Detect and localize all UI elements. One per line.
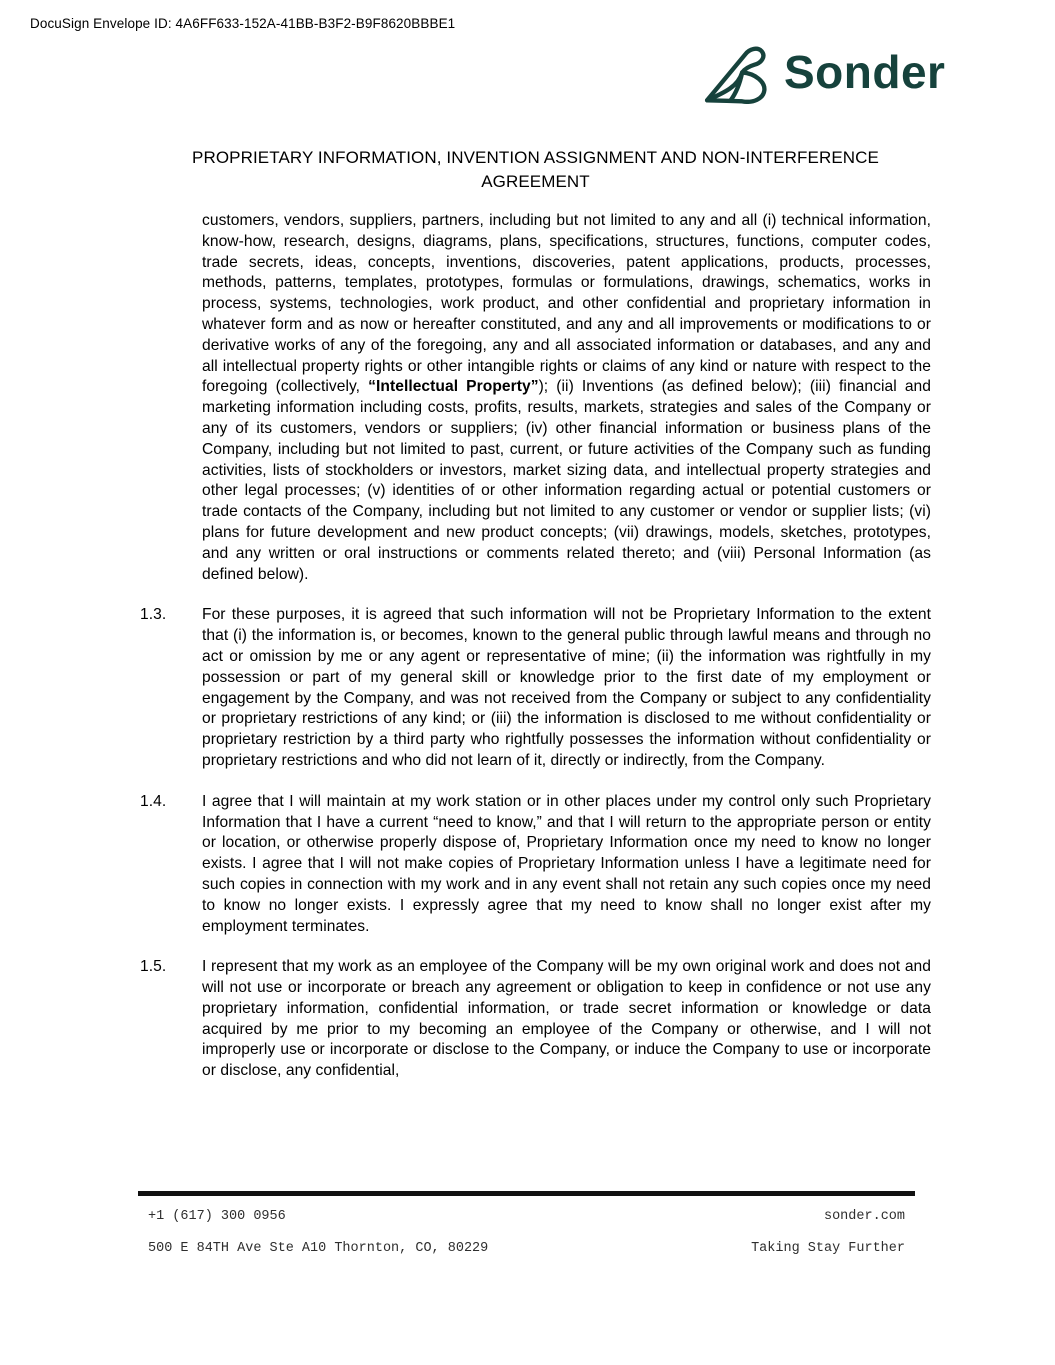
paragraph-number: 1.3. xyxy=(140,606,167,624)
footer-tagline: Taking Stay Further xyxy=(751,1240,905,1256)
paragraph-1-4 xyxy=(140,792,931,938)
paragraph-text: For these purposes, it is agreed that such information will not be Proprietary Information to the extent that (i) the information is, or becomes, known to the general public through lawful means and through no act or omission by me or any agent or representative of mine; (ii) the information was rightfully in my possession or part of my general skill or knowledge prior to the first date of my employment or engagement by the Company, and was not received from the Company or subject to any confidentiality or proprietary restrictions of any kind; or (iii) the information is disclosed to me without confidentiality or proprietary restriction by a third party who rightfully possesses the information without confidentiality or proprietary restrictions and who did not learn of it, directly or indirectly, from the Company. xyxy=(202,606,931,769)
paragraph-1-3 xyxy=(140,605,931,771)
footer-divider xyxy=(138,1191,915,1196)
footer-row-2 xyxy=(138,1241,915,1256)
paragraph-text: I represent that my work as an employee of the Company will be my own original work and does not and will not use or incorporate or breach any agreement or obligation to keep in confidence or not use any proprietary information, confidential information, or trade secret information or knowledge or data acquired by me prior to my becoming an employee of the Company or otherwise, and I will not improperly use or incorporate or disclose to the Company, or induce the Company to use or incorporate or disclose, any confidential, xyxy=(202,958,931,1080)
document-title-line1: PROPRIETARY INFORMATION, INVENTION ASSIGNMENT AND NON-INTERFERENCE xyxy=(192,148,879,167)
footer-row-1 xyxy=(138,1209,915,1224)
paragraph-bold-term: “Intellectual Property” xyxy=(368,378,539,396)
document-title xyxy=(140,146,931,193)
paragraph-1-5 xyxy=(140,957,931,1082)
paragraph-continuation xyxy=(140,211,931,585)
sonder-wordmark: Sonder xyxy=(784,46,946,98)
paragraph-text: ); (ii) Inventions (as defined below); (iii) financial and marketing information including costs, profits, results, markets, strategies and sales of the Company or any of its customers, vendors or suppliers; (iv) other financial information or business plans of the Company, including but not limited to past, current, or future activities of the Company such as funding activities, lists of stockholders or investors, market sizing data, and intellectual property strategies and other legal processes; (v) identities of or other information regarding actual or potential customers or trade contacts of the Company, including but not limited to any customer or vendor or supplier lists; (vi) plans for future development and new product concepts; (vii) drawings, models, sketches, prototypes, and any written or oral instructions or comments related thereto; and (viii) Personal Information (as defined below). xyxy=(202,378,931,583)
footer-address: 500 E 84TH Ave Ste A10 Thornton, CO, 80229 xyxy=(148,1240,489,1256)
footer xyxy=(138,1191,915,1256)
paragraph-text: customers, vendors, suppliers, partners, including but not limited to any and all (i) technical information, know-how, research, designs, diagrams, plans, specifications, structures, functions, computer codes, trade secrets, ideas, concepts, inventions, discoveries, patent applications, products, processes, methods, patterns, templates, prototypes, formulas or formulations, drawings, schematics, works in process, systems, technologies, work product, and other confidential and proprietary information in whatever form and as now or hereafter constituted, and any and all improvements or modifications to or derivative works of any of the foregoing, any and all associated information or databases, and any and all intellectual property rights or other intangible rights or claims of any kind or nature with respect to the foregoing (collectively, xyxy=(202,212,931,396)
docusign-envelope-id: DocuSign Envelope ID: 4A6FF633-152A-41BB-B3F2-B9F8620BBBE1 xyxy=(30,16,456,31)
footer-phone: +1 (617) 300 0956 xyxy=(148,1208,286,1224)
paragraph-number: 1.5. xyxy=(140,958,167,976)
footer-website: sonder.com xyxy=(823,1208,905,1224)
document-title-line2: AGREEMENT xyxy=(481,171,590,191)
sonder-bird-icon xyxy=(704,44,770,104)
paragraph-text: I agree that I will maintain at my work station or in other places under my control only such Proprietary Information that I have a current “need to know,” and that I will return to the appropriate person or entity or location, or otherwise properly dispose of, Proprietary Information once my need to know no longer exists. I agree that I will not make copies of Proprietary Information unless I have a legitimate need for such copies in connection with my work and in any event shall not retain any such copies once my need to know no longer exists. I expressly agree that my need to know shall no longer exist after my employment terminates. xyxy=(202,792,931,935)
document-body xyxy=(140,211,931,1102)
paragraph-number: 1.4. xyxy=(140,792,167,810)
sonder-logo xyxy=(704,44,945,104)
